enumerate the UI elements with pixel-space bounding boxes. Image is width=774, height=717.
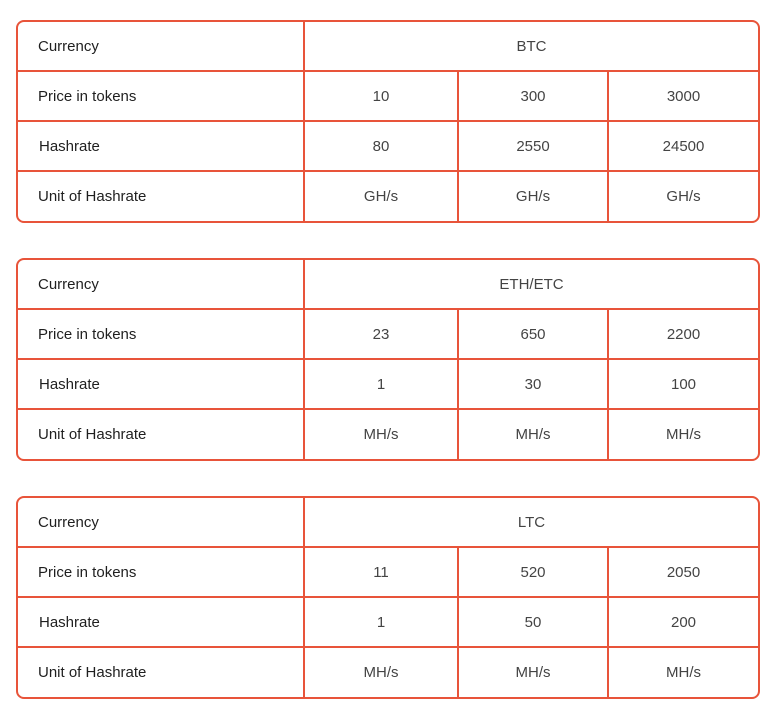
price-value: 520 <box>459 548 609 598</box>
price-value: 300 <box>459 72 609 122</box>
unit-label: Unit of Hashrate <box>18 172 305 221</box>
unit-value: MH/s <box>666 426 701 443</box>
unit-value: MH/s <box>459 410 609 459</box>
unit-value: MH/s <box>666 664 701 681</box>
unit-value: MH/s <box>305 648 459 697</box>
price-value: 3000 <box>609 72 758 122</box>
hashrate-label: Hashrate <box>18 598 305 648</box>
hashrate-label: Hashrate <box>18 360 305 410</box>
hashrate-value: 24500 <box>609 122 758 172</box>
unit-value: MH/s <box>305 410 459 459</box>
hashrate-value: 1 <box>305 360 459 410</box>
currency-value: BTC <box>305 22 758 72</box>
pricing-table-eth-etc <box>16 258 760 461</box>
currency-label: Currency <box>18 22 305 72</box>
currency-label: Currency <box>18 498 305 548</box>
hashrate-value: 1 <box>305 598 459 648</box>
hashrate-value: 100 <box>609 360 758 410</box>
price-label: Price in tokens <box>18 72 305 122</box>
price-label: Price in tokens <box>18 310 305 360</box>
hashrate-label: Hashrate <box>18 122 305 172</box>
hashrate-value: 2550 <box>459 122 609 172</box>
currency-label: Currency <box>18 260 305 310</box>
unit-label: Unit of Hashrate <box>18 410 305 459</box>
price-value: 650 <box>459 310 609 360</box>
unit-value: GH/s <box>459 172 609 221</box>
price-value: 2050 <box>609 548 758 598</box>
currency-value: LTC <box>305 498 758 548</box>
price-value: 23 <box>305 310 459 360</box>
unit-value: MH/s <box>459 648 609 697</box>
pricing-table-ltc <box>16 496 760 699</box>
hashrate-value: 200 <box>609 598 758 648</box>
hashrate-value: 80 <box>305 122 459 172</box>
hashrate-value: 30 <box>459 360 609 410</box>
unit-value: GH/s <box>305 172 459 221</box>
price-value: 11 <box>305 548 459 598</box>
pricing-table-btc <box>16 20 760 223</box>
unit-label: Unit of Hashrate <box>18 648 305 697</box>
price-label: Price in tokens <box>18 548 305 598</box>
currency-value: ETH/ETC <box>305 260 758 310</box>
unit-value: GH/s <box>666 188 701 205</box>
hashrate-value: 50 <box>459 598 609 648</box>
price-value: 10 <box>305 72 459 122</box>
price-value: 2200 <box>609 310 758 360</box>
